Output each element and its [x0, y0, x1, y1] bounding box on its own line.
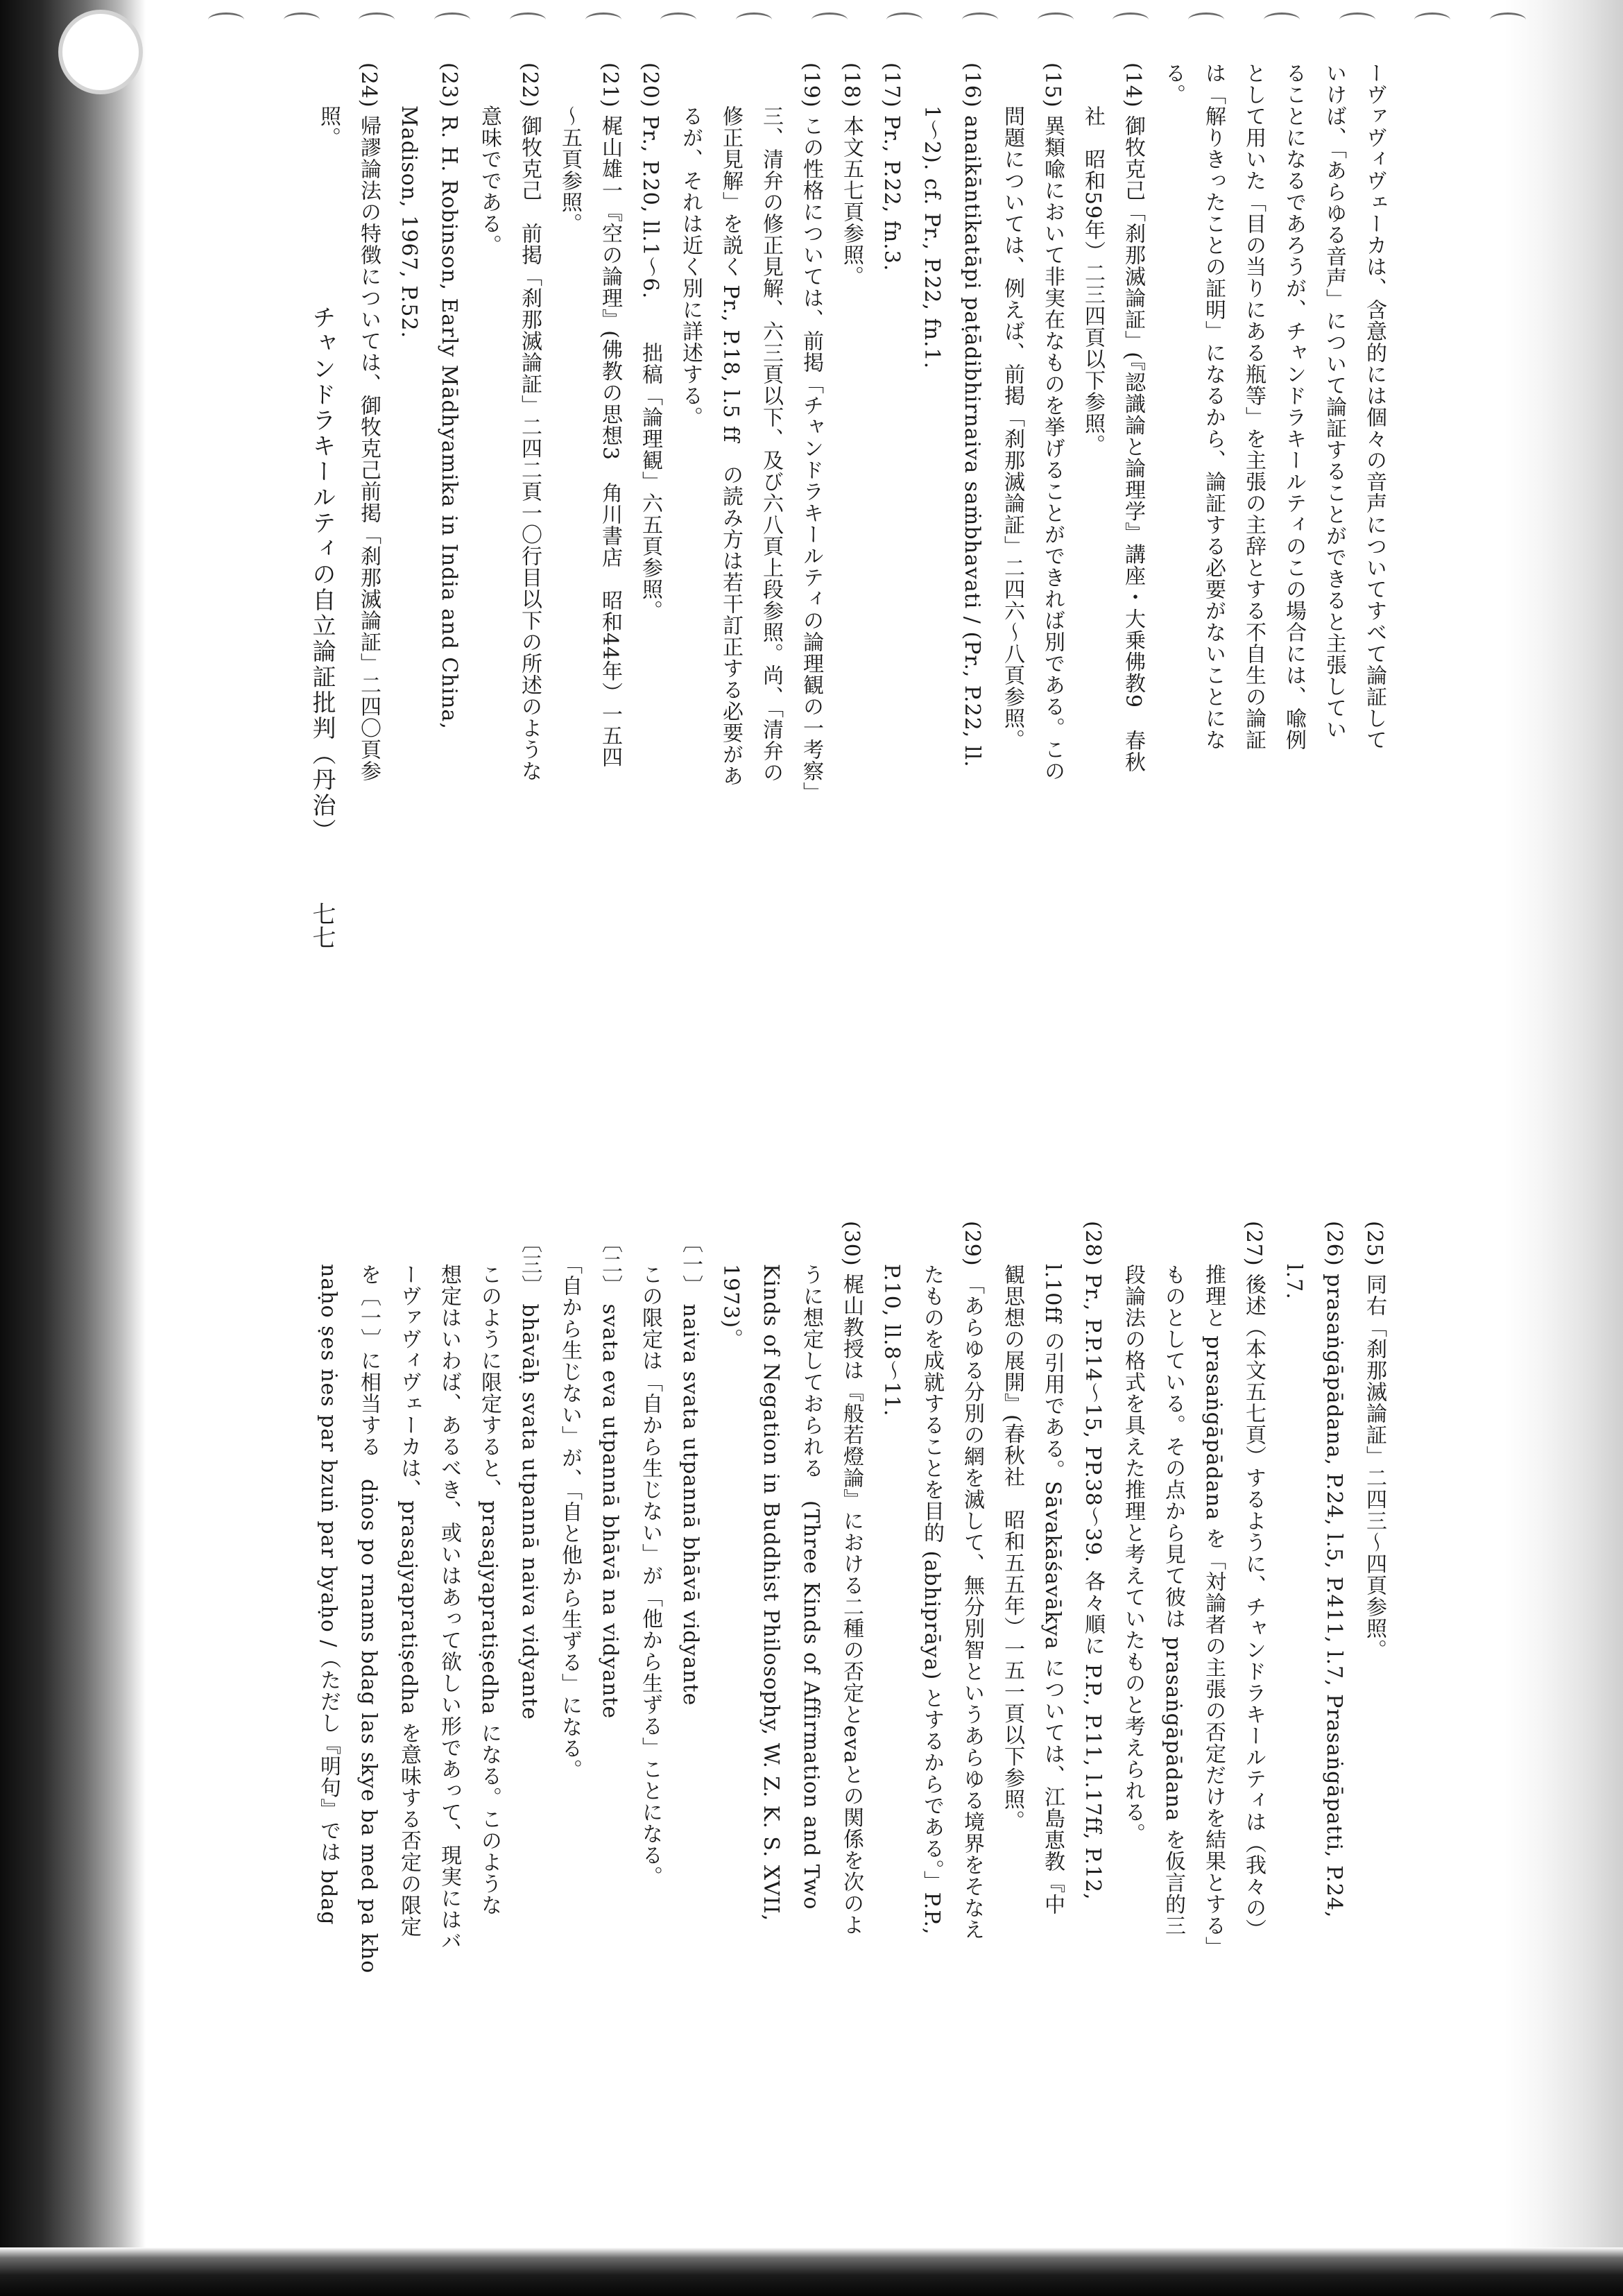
- text-line: として用いた「目の当りにある瓶等」を主張の主辞とする不自生の論証: [1242, 62, 1266, 751]
- text-line: 〔二〕 svata eva utpannā bhāvā na vidyante: [598, 1221, 622, 1720]
- text-line: (28) Pr., P.P.14～15, PP.38～39. 各々順に P.P., P.11, l.17ff, P.12,: [1081, 1221, 1105, 1901]
- text-line: この限定は「自から生じない」が「他から生ずる」ことになる。: [638, 1221, 662, 1887]
- scan-shadow-left: [0, 0, 146, 2296]
- binding-mark: [660, 12, 696, 27]
- binding-mark: [1339, 12, 1375, 27]
- text-line: 修正見解」を説く Pr., P.18, l.5 ff の読み方は若干訂正する必要があ: [719, 62, 743, 787]
- binding-mark: [1038, 12, 1074, 27]
- text-line: うに想定しておられる (Three Kinds of Affirmation and Two: [799, 1221, 823, 1910]
- text-line: 照。: [316, 62, 341, 148]
- text-line: 意味でである。: [477, 62, 501, 256]
- text-line: ることになるであろうが、チャンドラキールティのこの場合には、喩例: [1282, 62, 1306, 751]
- text-line: たものを成就することを目的 (abhiprāya) とするからである。」P.P.,: [920, 1221, 944, 1935]
- binding-mark: [1414, 12, 1450, 27]
- text-line: (27) 後述（本文五七頁）するように、チャンドラキールティは（我々の）: [1242, 1221, 1266, 1941]
- text-line: l.10ff の引用である。Sāvakāśavākya については、江島恵教『中: [1040, 1221, 1065, 1916]
- text-line: 想定はいわば、あるべき、或いはあって欲しい形であって、現実にはバ: [437, 1221, 461, 1952]
- text-line: Madison, 1967, P.52.: [397, 62, 421, 339]
- binding-mark: [736, 12, 772, 27]
- binding-mark: [1490, 12, 1526, 27]
- text-line: 三、清弁の修正見解、六三頁以下、及び六八頁上段参照。尚、「清弁の: [759, 62, 783, 783]
- text-line: 〔三〕 bhāvāḥ svata utpannā naiva vidyante: [517, 1221, 542, 1720]
- text-line: (29) 「あらゆる分別の網を滅して、無分別智というあらゆる境界をそなえ: [960, 1221, 984, 1941]
- binding-mark: [1264, 12, 1300, 27]
- text-line: を〔一〕に相当する dṅos po rnams bdag las skye ba med pa kho: [357, 1221, 381, 1974]
- binding-mark: [434, 12, 470, 27]
- text-line: 社 昭和59年）二三四頁以下参照。: [1081, 62, 1105, 456]
- text-line: (15) 異類喩において非実在なものを挙げることができれば別である。この: [1040, 62, 1065, 782]
- text-line: ーヴァヴィヴェーカは、prasajyapratiṣedha を意味する否定の限定: [397, 1221, 421, 1938]
- binding-marks: [208, 12, 1526, 40]
- binding-mark: [1188, 12, 1224, 27]
- text-line: このように限定すると、prasajyapratiṣedha になる。このような: [477, 1221, 501, 1917]
- text-line: l.7.: [1282, 1221, 1306, 1300]
- text-line: (25) 同右「刹那滅論証」二四三～四頁参照。: [1362, 1221, 1386, 1661]
- text-line: 1973)。: [719, 1221, 743, 1351]
- text-line: (30) 梶山教授は『般若燈論』における二種の否定とevaとの関係を次のよ: [839, 1221, 864, 1936]
- text-line: ～五頁参照。: [558, 62, 582, 234]
- binding-mark: [886, 12, 922, 27]
- text-line: 段論法の格式を具えた推理と考えていたものと考えられる。: [1121, 1221, 1145, 1844]
- binding-mark: [510, 12, 546, 27]
- text-line: ものとしている。その点から見て彼は prasaṅgāpādana を仮言的三: [1161, 1221, 1185, 1937]
- text-line: (22) 御牧克己 前掲「刹那滅論証」二四二頁一〇行目以下の所述のような: [517, 62, 542, 782]
- text-line: る。: [1161, 62, 1185, 105]
- scan-shadow-bottom: [0, 2247, 1623, 2296]
- binding-mark: [208, 12, 244, 27]
- text-line: (23) R. H. Robinson, Early Mādhyamika in India and China,: [437, 62, 461, 730]
- text-line: naḥo ṣes ṅes par bzuṅ par byaḥo /（ただし『明句』では bdag: [316, 1221, 341, 1926]
- text-line: 〔一〕 naiva svata utpannā bhāvā vidyante: [678, 1221, 703, 1706]
- punch-hole: [62, 14, 139, 90]
- page-number: 七七: [308, 902, 336, 949]
- binding-mark: [585, 12, 621, 27]
- binding-mark: [284, 12, 320, 27]
- text-line: P.10, ll.8～11.: [879, 1221, 904, 1417]
- text-line: 「自から生じない」が、「自と他から生ずる」になる。: [558, 1221, 582, 1781]
- text-line: (19) この性格については、前掲「チャンドラキールティの論理観の一考察」: [799, 62, 823, 804]
- text-line: 観思想の展開』(春秋社 昭和五五年）一五一頁以下参照。: [1000, 1221, 1024, 1832]
- text-line: (14) 御牧克己「刹那滅論証」(『認識論と論理学』講座・大乗佛教9 春秋: [1121, 62, 1145, 773]
- binding-mark: [812, 12, 848, 27]
- text-line: 推理と prasaṅgāpādana を「対論者の主張の否定だけを結果とする」: [1201, 1221, 1226, 1958]
- text-line: (24) 帰謬論法の特徴については、御牧克己前掲「刹那滅論証」二四〇頁参: [357, 62, 381, 782]
- binding-mark: [359, 12, 395, 27]
- text-line: (17) Pr., P.22, fn.3.: [879, 62, 904, 272]
- text-line: るが、それは近く別に詳述する。: [678, 62, 703, 428]
- text-line: (20) Pr., P.20, ll.1～6. 拙稿「論理観」六五頁参照。: [638, 62, 662, 622]
- text-line: Kinds of Negation in Buddhist Philosophy, W. Z. K. S. XVII,: [759, 1221, 783, 1922]
- scan-shadow-right: [1505, 0, 1623, 2296]
- text-line: ーヴァヴィヴェーカは、含意的には個々の音声についてすべて論証して: [1362, 62, 1386, 751]
- text-line: 1～2). cf. Pr., P.22, fn.1.: [920, 62, 944, 370]
- running-head: チャンドラキールティの自立論証批判（丹治）: [308, 305, 336, 844]
- text-line: (26) prasaṅgāpādana, P.24, l.5, P.411, l.7, Prasaṅgāpatti, P.24,: [1322, 1221, 1346, 1919]
- binding-mark: [1113, 12, 1149, 27]
- binding-mark: [962, 12, 998, 27]
- text-line: (21) 梶山雄一『空の論理』(佛教の思想3 角川書店 昭和44年）一五四: [598, 62, 622, 769]
- text-line: (16) anaikāntikatāpi paṭādibhirnaiva saṁbhavati / (Pr., P.22, ll.: [960, 62, 984, 768]
- text-line: (18) 本文五七頁参照。: [839, 62, 864, 288]
- text-line: いけば、「あらゆる音声」について論証することができると主張してい: [1322, 62, 1346, 740]
- text-line: 問題については、例えば、前掲「刹那滅論証」二四六～八頁参照。: [1000, 62, 1024, 751]
- text-line: は「解りきったことの証明」になるから、論証する必要がないことにな: [1201, 62, 1226, 751]
